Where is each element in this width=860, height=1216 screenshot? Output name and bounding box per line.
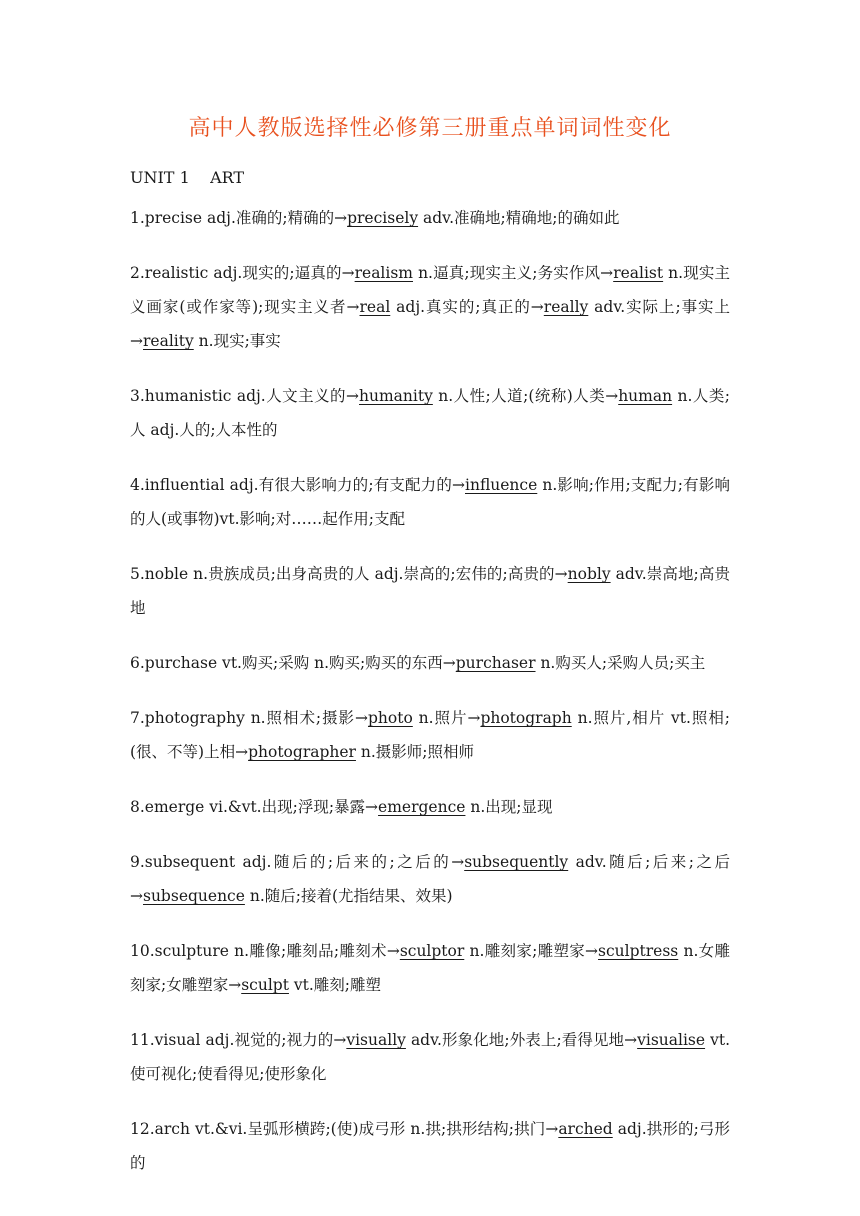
entry-text: n.照片→ — [412, 709, 481, 727]
entry-text: adj.真实的;真正的→ — [390, 298, 544, 316]
word-entry — [130, 379, 730, 447]
entry-text: n.人性;人道;(统称)人类→ — [432, 387, 619, 405]
word-entry — [130, 646, 730, 680]
entry-text: vt.使可视化;使看得见;使形象化 — [130, 1031, 730, 1083]
entry-text: 7.photography n.照相术;摄影→ — [130, 709, 368, 727]
document-page — [130, 0, 730, 1180]
entry-text: n.逼真;现实主义;务实作风→ — [413, 264, 614, 282]
derived-word: humanity — [359, 387, 433, 405]
word-entry — [130, 1023, 730, 1091]
entry-text: adv.随后;后来;之后→ — [130, 853, 730, 905]
derived-word: influence — [465, 476, 538, 494]
derived-word: visualise — [637, 1031, 706, 1049]
entry-text: n.出现;显现 — [465, 798, 553, 816]
word-list — [130, 201, 730, 1180]
entry-text: vt.雕刻;雕塑 — [288, 976, 382, 994]
derived-word: subsequently — [464, 853, 569, 871]
entry-text: 4.influential adj.有很大影响力的;有支配力的→ — [130, 476, 465, 494]
entry-text: n.雕刻家;雕塑家→ — [464, 942, 599, 960]
page-title: 高中人教版选择性必修第三册重点单词词性变化 — [188, 116, 672, 141]
word-entry — [130, 790, 730, 824]
entry-text: 10.sculpture n.雕像;雕刻品;雕刻术→ — [130, 942, 400, 960]
derived-word: photograph — [480, 709, 572, 727]
derived-word: arched — [558, 1120, 613, 1138]
entry-text: adv.形象化地;外表上;看得见地→ — [405, 1031, 638, 1049]
entry-text: 8.emerge vi.&vt.出现;浮现;暴露→ — [130, 798, 379, 816]
word-entry — [130, 845, 730, 913]
derived-word: reality — [143, 332, 194, 350]
entry-text: adv.实际上;事实上→ — [130, 298, 730, 350]
entry-text: 6.purchase vt.购买;采购 n.购买;购买的东西→ — [130, 654, 456, 672]
entry-text: n.现实;事实 — [193, 332, 281, 350]
derived-word: sculptress — [598, 942, 679, 960]
derived-word: photo — [367, 709, 413, 727]
derived-word: photographer — [248, 743, 356, 761]
entry-text: n.人类;人 adj.人的;人本性的 — [130, 387, 730, 439]
entry-text: adv.崇高地;高贵地 — [130, 565, 730, 617]
derived-word: emergence — [378, 798, 466, 816]
word-entry — [130, 256, 730, 358]
entry-text: adv.准确地;精确地;的确如此 — [418, 209, 620, 227]
derived-word: real — [359, 298, 391, 316]
derived-word: sculpt — [241, 976, 289, 994]
entry-text: adj.拱形的;弓形的 — [130, 1120, 731, 1172]
entry-text: 9.subsequent adj.随后的;后来的;之后的→ — [130, 853, 465, 871]
entry-text: 3.humanistic adj.人文主义的→ — [130, 387, 359, 405]
entry-text: 1.precise adj.准确的;精确的→ — [130, 209, 348, 227]
word-entry — [130, 201, 730, 235]
derived-word: realism — [354, 264, 413, 282]
entry-text: n.购买人;采购人员;买主 — [535, 654, 706, 672]
derived-word: purchaser — [455, 654, 536, 672]
entry-text: 12.arch vt.&vi.呈弧形横跨;(使)成弓形 n.拱;拱形结构;拱门→ — [130, 1120, 559, 1138]
entry-text: 2.realistic adj.现实的;逼真的→ — [130, 264, 355, 282]
word-entry — [130, 934, 730, 1002]
derived-word: precisely — [347, 209, 419, 227]
derived-word: sculptor — [399, 942, 465, 960]
entry-text: n.现实主义画家(或作家等);现实主义者→ — [130, 264, 730, 316]
word-entry — [130, 557, 730, 625]
word-entry — [130, 1112, 730, 1180]
entry-text: n.影响;作用;支配力;有影响的人(或事物)vt.影响;对……起作用;支配 — [130, 476, 730, 528]
entry-text: 11.visual adj.视觉的;视力的→ — [130, 1031, 347, 1049]
derived-word: really — [543, 298, 589, 316]
word-entry — [130, 468, 730, 536]
unit-heading: UNIT 1 ART — [130, 168, 245, 187]
entry-text: n.照片,相片 vt.照相;(很、不等)上相→ — [130, 709, 731, 761]
entry-text: n.摄影师;照相师 — [355, 743, 475, 761]
entry-text: n.随后;接着(尤指结果、效果) — [244, 887, 453, 905]
word-entry — [130, 701, 730, 769]
derived-word: visually — [346, 1031, 406, 1049]
entry-text: n.女雕刻家;女雕塑家→ — [130, 942, 730, 994]
derived-word: human — [618, 387, 673, 405]
derived-word: realist — [613, 264, 664, 282]
entry-text: 5.noble n.贵族成员;出身高贵的人 adj.崇高的;宏伟的;高贵的→ — [130, 565, 568, 583]
derived-word: subsequence — [143, 887, 245, 905]
derived-word: nobly — [567, 565, 611, 583]
